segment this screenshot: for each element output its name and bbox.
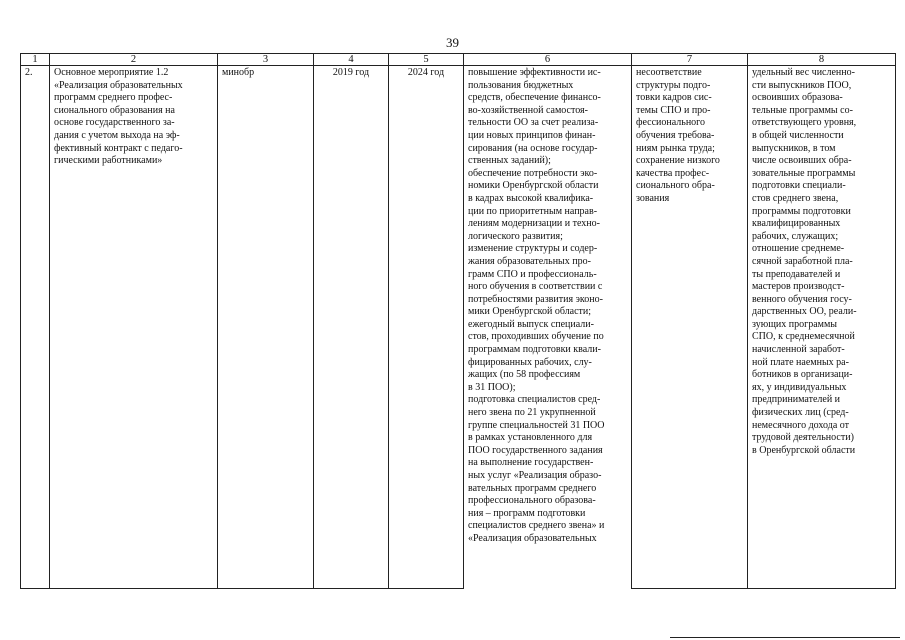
- executor-cell: минобр: [218, 66, 314, 589]
- indicators-cell: удельный вес численно- сти выпускников ПОО, освоивших образова- тельные программы со- ответствующего уровня, в общей численности выпускников, в том числе освоивших обра- зовательные программы подготовки специали- стов среднего звена, программы подготовки квалифицированных рабочих, служащих; отношение среднеме- сячной заработной пла- ты преподавателей и мастеров производст- венного обучения госу- дарственных ОО, реали- зующих программы СПО, к среднемесячной начисленной заработ- ной плате наемных ра- ботников в организаци- ях, у индивидуальных предпринимателей и физических лиц (сред- немесячного дохода от трудовой деятельности) в Оренбургской области: [748, 66, 896, 589]
- activity-cell: Основное мероприятие 1.2 «Реализация образовательных программ среднего профес- сионального образования на основе государственного за- дания с учетом выхода на эф- фективный контракт с педаго- гическими работниками»: [50, 66, 218, 589]
- column-number-6: 6: [464, 54, 632, 66]
- footer-rule: [670, 637, 900, 638]
- column-number-2: 2: [50, 54, 218, 66]
- header-row: [21, 54, 896, 66]
- consequences-cell: несоответствие структуры подго- товки кадров сис- темы СПО и про- фессионального обучения требова- ниям рынка труда; сохранение низкого качества профес- сионального обра- зования: [632, 66, 748, 589]
- column-number-5: 5: [389, 54, 464, 66]
- column-number-4: 4: [314, 54, 389, 66]
- column-number-3: 3: [218, 54, 314, 66]
- page-number: 39: [446, 35, 459, 50]
- start-year-cell: 2019 год: [314, 66, 389, 589]
- row-number: 2.: [21, 66, 50, 589]
- end-year-cell: 2024 год: [389, 66, 464, 589]
- column-number-7: 7: [632, 54, 748, 66]
- expected-result-cell: повышение эффективности ис- пользования бюджетных средств, обеспечение финансо- во-хозяйственной самостоя- тельности ОО за счет реализа- ции новых принципов финан- сирования (на основе государ- ственных заданий); обеспечение потребности эко- номики Оренбургской области в кадрах высокой квалифика- ции по приоритетным направ- лениям модернизации и техно- логического развития; изменение структуры и содер- жания образовательных про- грамм СПО и профессиональ- ного обучения в соответствии с потребностями развития эконо- мики Оренбургской области; ежегодный выпуск специали- стов, проходивших обучение по программам подготовки квали- фицированных рабочих, слу- жащих (по 58 профессиям в 31 ПОО); подготовка специалистов сред- него звена по 21 укрупненной группе специальностей 31 ПОО в рамках установленного для ПОО государственного задания на выполнение государствен- ных услуг «Реализация образо- вательных программ среднего профессионального образова- ния – программ подготовки специалистов среднего звена» и «Реализация образовательных: [464, 66, 632, 589]
- column-number-8: 8: [748, 54, 896, 66]
- table-row: [21, 66, 896, 589]
- column-number-1: 1: [21, 54, 50, 66]
- program-table: [20, 53, 896, 589]
